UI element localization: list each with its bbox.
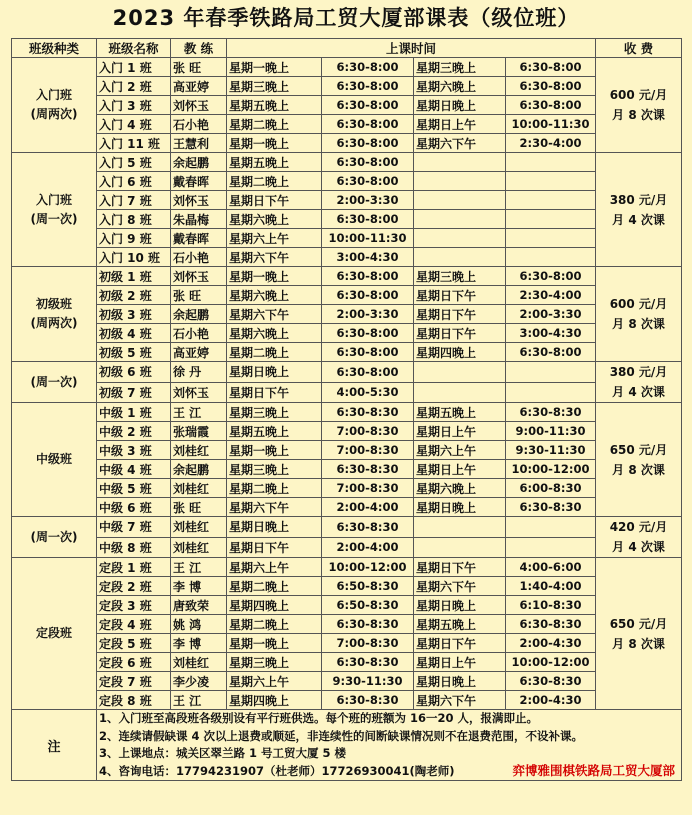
class-name-cell: 入门 6 班	[97, 172, 171, 191]
class-name-cell: 定段 6 班	[97, 653, 171, 672]
time-1-cell: 7:00-8:30	[322, 441, 414, 460]
table-row	[12, 153, 682, 172]
day-2-cell: 星期六上午	[414, 441, 506, 460]
category-cell: (周一次)	[12, 517, 97, 558]
class-name-cell: 入门 7 班	[97, 191, 171, 210]
time-1-cell: 6:30-8:30	[322, 517, 414, 538]
day-1-cell: 星期日下午	[227, 382, 322, 403]
day-2-cell: 星期五晚上	[414, 615, 506, 634]
day-2-cell: 星期日上午	[414, 422, 506, 441]
category-cell: 中级班	[12, 403, 97, 517]
notes-row	[12, 710, 682, 781]
teacher-cell: 张 旺	[171, 58, 227, 77]
day-2-cell: 星期日下午	[414, 558, 506, 577]
day-2-cell: 星期六下午	[414, 577, 506, 596]
teacher-cell: 徐 丹	[171, 362, 227, 383]
teacher-cell: 王慧利	[171, 134, 227, 153]
class-name-cell: 入门 11 班	[97, 134, 171, 153]
time-1-cell: 6:50-8:30	[322, 596, 414, 615]
class-name-cell: 定段 2 班	[97, 577, 171, 596]
class-name-cell: 初级 5 班	[97, 343, 171, 362]
table-row	[12, 479, 682, 498]
note-line-3: 3、上课地点：城关区翠兰路 1 号工贸大厦 5 楼	[99, 746, 347, 760]
day-1-cell: 星期五晚上	[227, 153, 322, 172]
teacher-cell: 石小艳	[171, 248, 227, 267]
time-2-cell	[506, 210, 596, 229]
time-2-cell: 6:30-8:00	[506, 267, 596, 286]
day-1-cell: 星期六晚上	[227, 286, 322, 305]
class-name-cell: 中级 7 班	[97, 517, 171, 538]
day-2-cell	[414, 153, 506, 172]
day-2-cell	[414, 210, 506, 229]
time-1-cell: 6:30-8:00	[322, 96, 414, 115]
signature: 弈博雅围棋铁路局工贸大厦部	[512, 762, 676, 778]
class-name-cell: 入门 4 班	[97, 115, 171, 134]
time-2-cell: 3:00-4:30	[506, 324, 596, 343]
teacher-cell: 王 江	[171, 403, 227, 422]
table-row	[12, 362, 682, 383]
day-2-cell: 星期六下午	[414, 134, 506, 153]
time-1-cell: 6:30-8:00	[322, 153, 414, 172]
time-2-cell: 6:30-8:00	[506, 58, 596, 77]
class-name-cell: 定段 4 班	[97, 615, 171, 634]
time-1-cell: 6:30-8:00	[322, 115, 414, 134]
time-2-cell: 6:30-8:00	[506, 96, 596, 115]
day-1-cell: 星期五晚上	[227, 96, 322, 115]
notes-label: 注	[12, 710, 97, 781]
class-name-cell: 入门 1 班	[97, 58, 171, 77]
day-1-cell: 星期六晚上	[227, 324, 322, 343]
note-line-4: 4、咨询电话：17794231907（杜老师）17726930041(陶老师)	[99, 763, 455, 778]
fee-cell: 420 元/月 月 4 次课	[596, 517, 682, 558]
class-name-cell: 中级 4 班	[97, 460, 171, 479]
table-row	[12, 634, 682, 653]
day-2-cell: 星期三晚上	[414, 58, 506, 77]
time-1-cell: 2:00-4:00	[322, 537, 414, 558]
time-2-cell: 6:30-8:00	[506, 343, 596, 362]
time-2-cell: 2:00-3:30	[506, 305, 596, 324]
teacher-cell: 余起鹏	[171, 305, 227, 324]
table-row	[12, 577, 682, 596]
teacher-cell: 王 江	[171, 691, 227, 710]
teacher-cell: 朱晶梅	[171, 210, 227, 229]
page-title: 2023 年春季铁路局工贸大厦部课表（级位班）	[112, 6, 580, 30]
table-row	[12, 460, 682, 479]
table-row	[12, 324, 682, 343]
time-1-cell: 6:30-8:00	[322, 267, 414, 286]
time-1-cell: 6:30-8:00	[322, 58, 414, 77]
time-2-cell	[506, 153, 596, 172]
class-name-cell: 中级 8 班	[97, 537, 171, 558]
day-1-cell: 星期二晚上	[227, 479, 322, 498]
day-2-cell: 星期日下午	[414, 305, 506, 324]
time-1-cell: 6:30-8:30	[322, 403, 414, 422]
day-2-cell: 星期日晚上	[414, 596, 506, 615]
table-row	[12, 77, 682, 96]
teacher-cell: 刘怀玉	[171, 191, 227, 210]
teacher-cell: 刘怀玉	[171, 382, 227, 403]
fee-cell: 650 元/月 月 8 次课	[596, 403, 682, 517]
time-2-cell	[506, 537, 596, 558]
fee-cell: 380 元/月 月 4 次课	[596, 153, 682, 267]
time-2-cell	[506, 382, 596, 403]
day-2-cell: 星期四晚上	[414, 343, 506, 362]
day-1-cell: 星期二晚上	[227, 115, 322, 134]
time-2-cell: 6:30-8:00	[506, 77, 596, 96]
teacher-cell: 李 博	[171, 577, 227, 596]
time-1-cell: 6:30-8:00	[322, 134, 414, 153]
class-name-cell: 定段 8 班	[97, 691, 171, 710]
note-line-1: 1、入门班至高段班各级别设有平行班供选。每个班的班额为 16一20 人，报满即止。	[99, 711, 539, 725]
time-2-cell: 9:30-11:30	[506, 441, 596, 460]
time-2-cell: 9:00-11:30	[506, 422, 596, 441]
day-2-cell: 星期五晚上	[414, 403, 506, 422]
table-row	[12, 403, 682, 422]
time-1-cell: 7:00-8:30	[322, 422, 414, 441]
fee-cell: 600 元/月 月 8 次课	[596, 267, 682, 362]
day-1-cell: 星期日下午	[227, 537, 322, 558]
day-2-cell: 星期日晚上	[414, 96, 506, 115]
day-1-cell: 星期六上午	[227, 558, 322, 577]
class-name-cell: 定段 1 班	[97, 558, 171, 577]
table-row	[12, 248, 682, 267]
table-row	[12, 305, 682, 324]
header-schedule: 上课时间	[227, 39, 596, 58]
time-1-cell: 7:00-8:30	[322, 479, 414, 498]
day-2-cell	[414, 362, 506, 383]
day-1-cell: 星期三晚上	[227, 403, 322, 422]
teacher-cell: 李少凌	[171, 672, 227, 691]
time-1-cell: 7:00-8:30	[322, 634, 414, 653]
day-2-cell	[414, 382, 506, 403]
class-name-cell: 入门 10 班	[97, 248, 171, 267]
time-1-cell: 6:30-8:30	[322, 615, 414, 634]
teacher-cell: 李 博	[171, 634, 227, 653]
time-1-cell: 6:30-8:00	[322, 324, 414, 343]
class-name-cell: 定段 5 班	[97, 634, 171, 653]
teacher-cell: 刘桂红	[171, 653, 227, 672]
teacher-cell: 刘怀玉	[171, 96, 227, 115]
class-name-cell: 中级 6 班	[97, 498, 171, 517]
time-1-cell: 2:00-3:30	[322, 305, 414, 324]
day-2-cell: 星期日下午	[414, 634, 506, 653]
time-2-cell: 6:00-8:30	[506, 479, 596, 498]
time-2-cell: 1:40-4:00	[506, 577, 596, 596]
time-1-cell: 6:30-8:00	[322, 362, 414, 383]
fee-cell: 650 元/月 月 8 次课	[596, 558, 682, 710]
class-name-cell: 初级 3 班	[97, 305, 171, 324]
day-1-cell: 星期一晚上	[227, 267, 322, 286]
category-cell: 定段班	[12, 558, 97, 710]
teacher-cell: 唐致荣	[171, 596, 227, 615]
class-name-cell: 中级 5 班	[97, 479, 171, 498]
teacher-cell: 余起鹏	[171, 460, 227, 479]
schedule-body	[12, 58, 682, 710]
time-2-cell: 2:00-4:30	[506, 691, 596, 710]
time-1-cell: 6:30-8:00	[322, 210, 414, 229]
day-2-cell: 星期六晚上	[414, 77, 506, 96]
day-1-cell: 星期一晚上	[227, 441, 322, 460]
time-1-cell: 6:50-8:30	[322, 577, 414, 596]
table-row	[12, 343, 682, 362]
time-1-cell: 6:30-8:00	[322, 286, 414, 305]
class-name-cell: 初级 7 班	[97, 382, 171, 403]
table-row	[12, 115, 682, 134]
day-1-cell: 星期四晚上	[227, 691, 322, 710]
day-2-cell: 星期六下午	[414, 691, 506, 710]
table-row	[12, 672, 682, 691]
table-row	[12, 172, 682, 191]
teacher-cell: 张 旺	[171, 286, 227, 305]
time-1-cell: 2:00-3:30	[322, 191, 414, 210]
note-line-2: 2、连续请假缺课 4 次以上退费或顺延，非连续性的间断缺课情况则不在退费范围，不设补课。	[99, 728, 584, 743]
time-2-cell: 2:30-4:00	[506, 286, 596, 305]
day-1-cell: 星期六晚上	[227, 210, 322, 229]
time-1-cell: 10:00-11:30	[322, 229, 414, 248]
day-1-cell: 星期二晚上	[227, 577, 322, 596]
table-row	[12, 191, 682, 210]
table-row	[12, 517, 682, 538]
day-2-cell: 星期日上午	[414, 115, 506, 134]
teacher-cell: 姚 鸿	[171, 615, 227, 634]
class-name-cell: 定段 3 班	[97, 596, 171, 615]
time-2-cell	[506, 248, 596, 267]
day-2-cell: 星期六晚上	[414, 479, 506, 498]
table-row	[12, 653, 682, 672]
day-1-cell: 星期三晚上	[227, 653, 322, 672]
time-1-cell: 6:30-8:00	[322, 77, 414, 96]
notes-cell	[97, 710, 682, 781]
day-2-cell	[414, 248, 506, 267]
class-name-cell: 中级 3 班	[97, 441, 171, 460]
class-name-cell: 初级 1 班	[97, 267, 171, 286]
day-2-cell	[414, 517, 506, 538]
table-row	[12, 134, 682, 153]
day-2-cell: 星期三晚上	[414, 267, 506, 286]
class-name-cell: 入门 5 班	[97, 153, 171, 172]
class-name-cell: 初级 2 班	[97, 286, 171, 305]
day-2-cell: 星期日上午	[414, 460, 506, 479]
teacher-cell: 高亚婷	[171, 343, 227, 362]
day-1-cell: 星期六上午	[227, 672, 322, 691]
teacher-cell: 刘怀玉	[171, 267, 227, 286]
fee-cell: 380 元/月 月 4 次课	[596, 362, 682, 403]
header-category: 班级种类	[12, 39, 97, 58]
teacher-cell: 戴春晖	[171, 229, 227, 248]
class-name-cell: 定段 7 班	[97, 672, 171, 691]
teacher-cell: 石小艳	[171, 115, 227, 134]
teacher-cell: 刘桂红	[171, 537, 227, 558]
day-1-cell: 星期六上午	[227, 229, 322, 248]
day-2-cell: 星期日下午	[414, 286, 506, 305]
teacher-cell: 高亚婷	[171, 77, 227, 96]
day-1-cell: 星期三晚上	[227, 460, 322, 479]
time-1-cell: 6:30-8:30	[322, 653, 414, 672]
time-2-cell: 2:30-4:00	[506, 134, 596, 153]
header-class: 班级名称	[97, 39, 171, 58]
day-2-cell	[414, 172, 506, 191]
table-row	[12, 267, 682, 286]
table-row	[12, 596, 682, 615]
table-row	[12, 615, 682, 634]
class-name-cell: 初级 6 班	[97, 362, 171, 383]
class-name-cell: 入门 9 班	[97, 229, 171, 248]
time-1-cell: 6:30-8:30	[322, 460, 414, 479]
header-teacher: 教 练	[171, 39, 227, 58]
day-1-cell: 星期日晚上	[227, 362, 322, 383]
time-2-cell: 4:00-6:00	[506, 558, 596, 577]
day-1-cell: 星期三晚上	[227, 77, 322, 96]
time-2-cell: 10:00-12:00	[506, 460, 596, 479]
day-2-cell	[414, 191, 506, 210]
table-row	[12, 441, 682, 460]
time-1-cell: 2:00-4:00	[322, 498, 414, 517]
time-1-cell: 6:30-8:30	[322, 691, 414, 710]
time-1-cell: 6:30-8:00	[322, 343, 414, 362]
day-2-cell: 星期日晚上	[414, 672, 506, 691]
class-name-cell: 中级 1 班	[97, 403, 171, 422]
time-2-cell: 6:30-8:30	[506, 615, 596, 634]
teacher-cell: 余起鹏	[171, 153, 227, 172]
table-row	[12, 58, 682, 77]
table-row	[12, 691, 682, 710]
time-2-cell	[506, 191, 596, 210]
fee-cell: 600 元/月 月 8 次课	[596, 58, 682, 153]
day-1-cell: 星期一晚上	[227, 58, 322, 77]
class-name-cell: 入门 8 班	[97, 210, 171, 229]
category-cell: (周一次)	[12, 362, 97, 403]
time-2-cell: 6:30-8:30	[506, 403, 596, 422]
teacher-cell: 刘桂红	[171, 517, 227, 538]
teacher-cell: 戴春晖	[171, 172, 227, 191]
time-1-cell: 3:00-4:30	[322, 248, 414, 267]
day-1-cell: 星期一晚上	[227, 134, 322, 153]
class-name-cell: 初级 4 班	[97, 324, 171, 343]
time-2-cell: 6:10-8:30	[506, 596, 596, 615]
table-row	[12, 286, 682, 305]
teacher-cell: 张 旺	[171, 498, 227, 517]
day-1-cell: 星期二晚上	[227, 172, 322, 191]
day-1-cell: 星期六下午	[227, 305, 322, 324]
day-1-cell: 星期一晚上	[227, 634, 322, 653]
table-row	[12, 537, 682, 558]
time-2-cell	[506, 172, 596, 191]
class-name-cell: 中级 2 班	[97, 422, 171, 441]
teacher-cell: 刘桂红	[171, 441, 227, 460]
day-1-cell: 星期二晚上	[227, 615, 322, 634]
time-2-cell: 2:00-4:30	[506, 634, 596, 653]
table-row	[12, 422, 682, 441]
header-row	[12, 39, 682, 58]
time-1-cell: 4:00-5:30	[322, 382, 414, 403]
day-1-cell: 星期六下午	[227, 498, 322, 517]
time-2-cell	[506, 229, 596, 248]
time-2-cell	[506, 517, 596, 538]
time-1-cell: 10:00-12:00	[322, 558, 414, 577]
category-cell: 入门班 (周一次)	[12, 153, 97, 267]
table-row	[12, 382, 682, 403]
day-2-cell: 星期日晚上	[414, 498, 506, 517]
time-1-cell: 6:30-8:00	[322, 172, 414, 191]
table-row	[12, 96, 682, 115]
table-row	[12, 229, 682, 248]
teacher-cell: 石小艳	[171, 324, 227, 343]
time-2-cell	[506, 362, 596, 383]
day-1-cell: 星期二晚上	[227, 343, 322, 362]
time-2-cell: 10:00-12:00	[506, 653, 596, 672]
class-name-cell: 入门 2 班	[97, 77, 171, 96]
teacher-cell: 张瑞霞	[171, 422, 227, 441]
day-2-cell	[414, 229, 506, 248]
time-2-cell: 10:00-11:30	[506, 115, 596, 134]
day-2-cell: 星期日下午	[414, 324, 506, 343]
teacher-cell: 刘桂红	[171, 479, 227, 498]
category-cell: 初级班 (周两次)	[12, 267, 97, 362]
table-row	[12, 210, 682, 229]
table-row	[12, 498, 682, 517]
day-1-cell: 星期五晚上	[227, 422, 322, 441]
table-row	[12, 558, 682, 577]
day-1-cell: 星期日晚上	[227, 517, 322, 538]
category-cell: 入门班 (周两次)	[12, 58, 97, 153]
day-1-cell: 星期四晚上	[227, 596, 322, 615]
time-1-cell: 9:30-11:30	[322, 672, 414, 691]
day-1-cell: 星期六下午	[227, 248, 322, 267]
time-2-cell: 6:30-8:30	[506, 498, 596, 517]
day-1-cell: 星期日下午	[227, 191, 322, 210]
class-name-cell: 入门 3 班	[97, 96, 171, 115]
day-2-cell	[414, 537, 506, 558]
schedule-table	[11, 38, 682, 781]
teacher-cell: 王 江	[171, 558, 227, 577]
day-2-cell: 星期日上午	[414, 653, 506, 672]
time-2-cell: 6:30-8:30	[506, 672, 596, 691]
header-fee: 收 费	[596, 39, 682, 58]
